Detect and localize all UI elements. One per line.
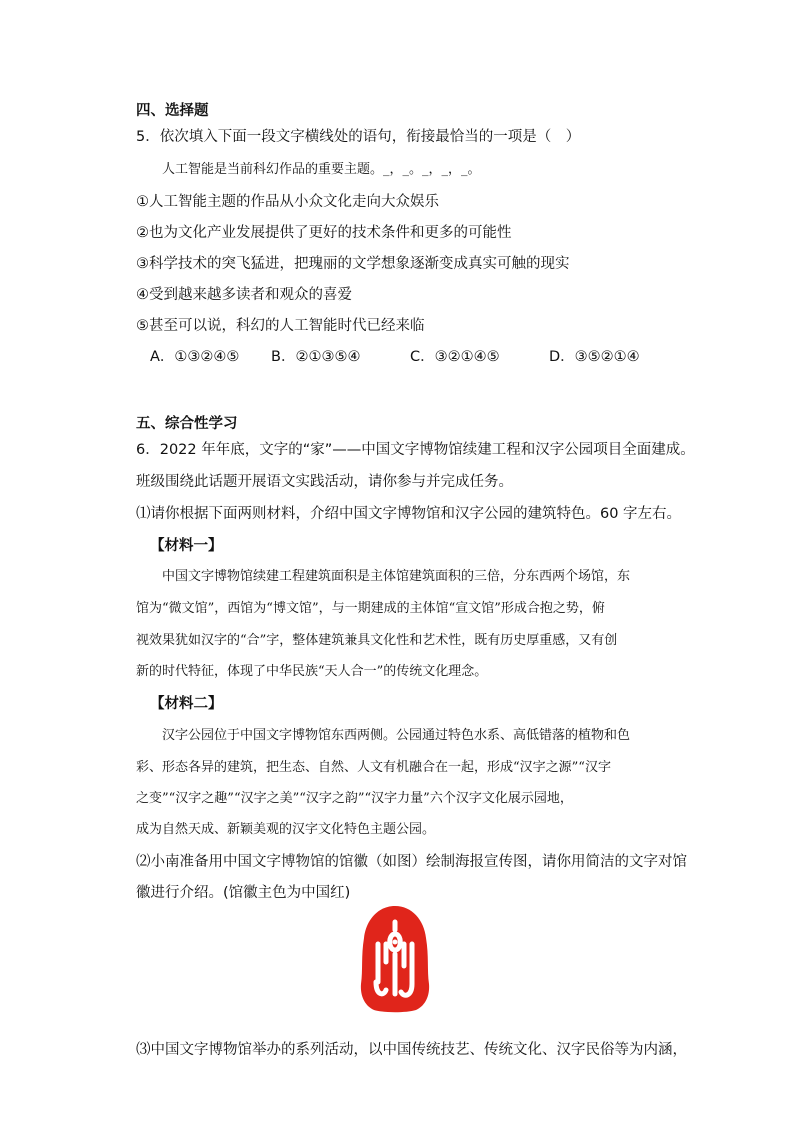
task-2-line-1: ⑵小南准备用中国文字博物馆的馆徽（如图）绘制海报宣传图，请你用简洁的文字对馆 — [136, 854, 687, 870]
q6-line-2: 班级围绕此话题开展语文实践活动，请你参与并完成任务。 — [136, 474, 513, 490]
material-1-line: 视效果犹如汉字的“合”字，整体建筑兼具文化性和艺术性，既有历史厚重感，又有创 — [136, 633, 618, 648]
q5-passage: 人工智能是当前科幻作品的重要主题。_，_。_，_，_。 — [162, 162, 481, 177]
q5-stem: 5．依次填入下面一段文字横线处的语句，衔接最恰当的一项是（ ） — [136, 129, 581, 145]
q5-item-4: ④受到越来越多读者和观众的喜爱 — [136, 287, 352, 303]
q5-item-5: ⑤甚至可以说，科幻的人工智能时代已经来临 — [136, 318, 425, 334]
material-2-line: 之变”“汉字之趣”“汉字之美”“汉字之韵”“汉字力量”六个汉字文化展示园地， — [136, 791, 573, 806]
q5-option-a: A．①③②④⑤ — [150, 349, 240, 365]
material-2-line: 成为自然天成、新颖美观的汉字文化特色主题公园。 — [136, 822, 436, 837]
museum-emblem-seal-icon — [356, 904, 434, 1014]
q5-option-b: B．②①③⑤④ — [271, 349, 361, 365]
material-1-line: 新的时代特征，体现了中华民族“天人合一”的传统文化理念。 — [136, 664, 488, 679]
q5-item-2: ②也为文化产业发展提供了更好的技术条件和更多的可能性 — [136, 225, 512, 241]
material-2-title: 【材料二】 — [150, 696, 223, 712]
material-1-line: 中国文字博物馆续建工程建筑面积是主体馆建筑面积的三倍，分东西两个场馆，东 — [162, 569, 631, 584]
q5-item-3: ③科学技术的突飞猛进，把瑰丽的文学想象逐渐变成真实可触的现实 — [136, 256, 570, 272]
section5-heading: 五、综合性学习 — [136, 416, 238, 432]
task-3-line-1: ⑶中国文字博物馆举办的系列活动，以中国传统技艺、传统文化、汉字民俗等为内涵， — [136, 1042, 687, 1058]
q5-option-d: D．③⑤②①④ — [549, 349, 640, 365]
q5-option-c: C．③②①④⑤ — [410, 349, 500, 365]
task-1: ⑴请你根据下面两则材料，介绍中国文字博物馆和汉字公园的建筑特色。60 字左右。 — [136, 506, 682, 522]
material-2-line: 汉字公园位于中国文字博物馆东西两侧。公园通过特色水系、高低错落的植物和色 — [162, 728, 631, 743]
material-1-title: 【材料一】 — [150, 538, 223, 554]
task-2-line-2: 徽进行介绍。(馆徽主色为中国红) — [136, 885, 351, 901]
q6-line-1: 6．2022 年年底，文字的“家”——中国文字博物馆续建工程和汉字公园项目全面建成。 — [136, 442, 695, 458]
q5-item-1: ①人工智能主题的作品从小众文化走向大众娱乐 — [136, 194, 439, 210]
section4-heading: 四、选择题 — [136, 103, 209, 119]
material-2-line: 彩、形态各异的建筑，把生态、自然、人文有机融合在一起，形成“汉字之源”“汉字 — [136, 760, 611, 775]
material-1-line: 馆为“微文馆”，西馆为“博文馆”，与一期建成的主体馆“宣文馆”形成合抱之势，俯 — [136, 601, 605, 616]
